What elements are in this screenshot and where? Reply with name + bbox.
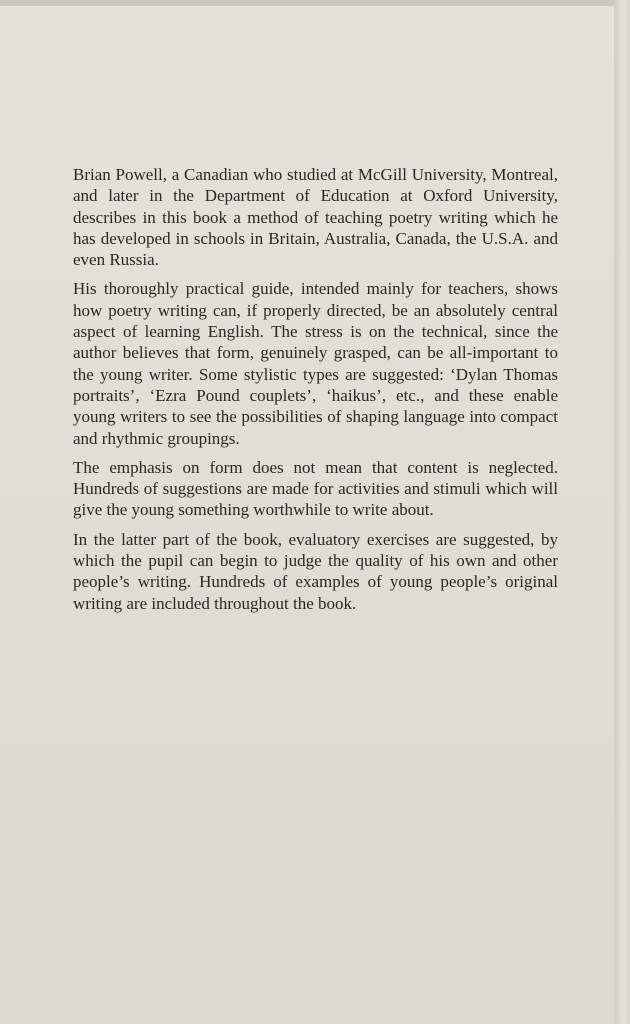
blurb-paragraph-author: Brian Powell, a Canadian who studied at McGill University, Montreal, and later in the Department of Education at Oxford University, describes in this book a method of teaching poetry writing which he has developed in schools in Britain, Australia, Canada, the U.S.A. and even Russia. bbox=[73, 165, 558, 270]
book-spine-edge bbox=[614, 0, 630, 1024]
cover-blurb bbox=[73, 164, 558, 622]
blurb-paragraph-guide: His thoroughly practical guide, intended mainly for teachers, shows how poetry writing can, if properly directed, be an absolutely central aspect of learning English. The stress is on the technical, since the author believes that form, genuinely grasped, can be all-important to the young writer. Some stylistic types are suggested: ‘Dylan Thomas portraits’, ‘Ezra Pound couplets’, ‘haikus’, etc., and these enable young writers to see the possibilities of shaping language into compact and rhythmic groupings. bbox=[73, 279, 558, 448]
blurb-paragraph-evaluation: In the latter part of the book, evaluatory exercises are suggested, by which the pupil can begin to judge the quality of his own and other people’s writing. Hundreds of examples of young people’s original writing are included throughout the book. bbox=[73, 529, 558, 613]
blurb-paragraph-content: The emphasis on form does not mean that content is neglected. Hundreds of suggestions are made for activities and stimuli which will give the young something worthwhile to write about. bbox=[73, 457, 558, 520]
